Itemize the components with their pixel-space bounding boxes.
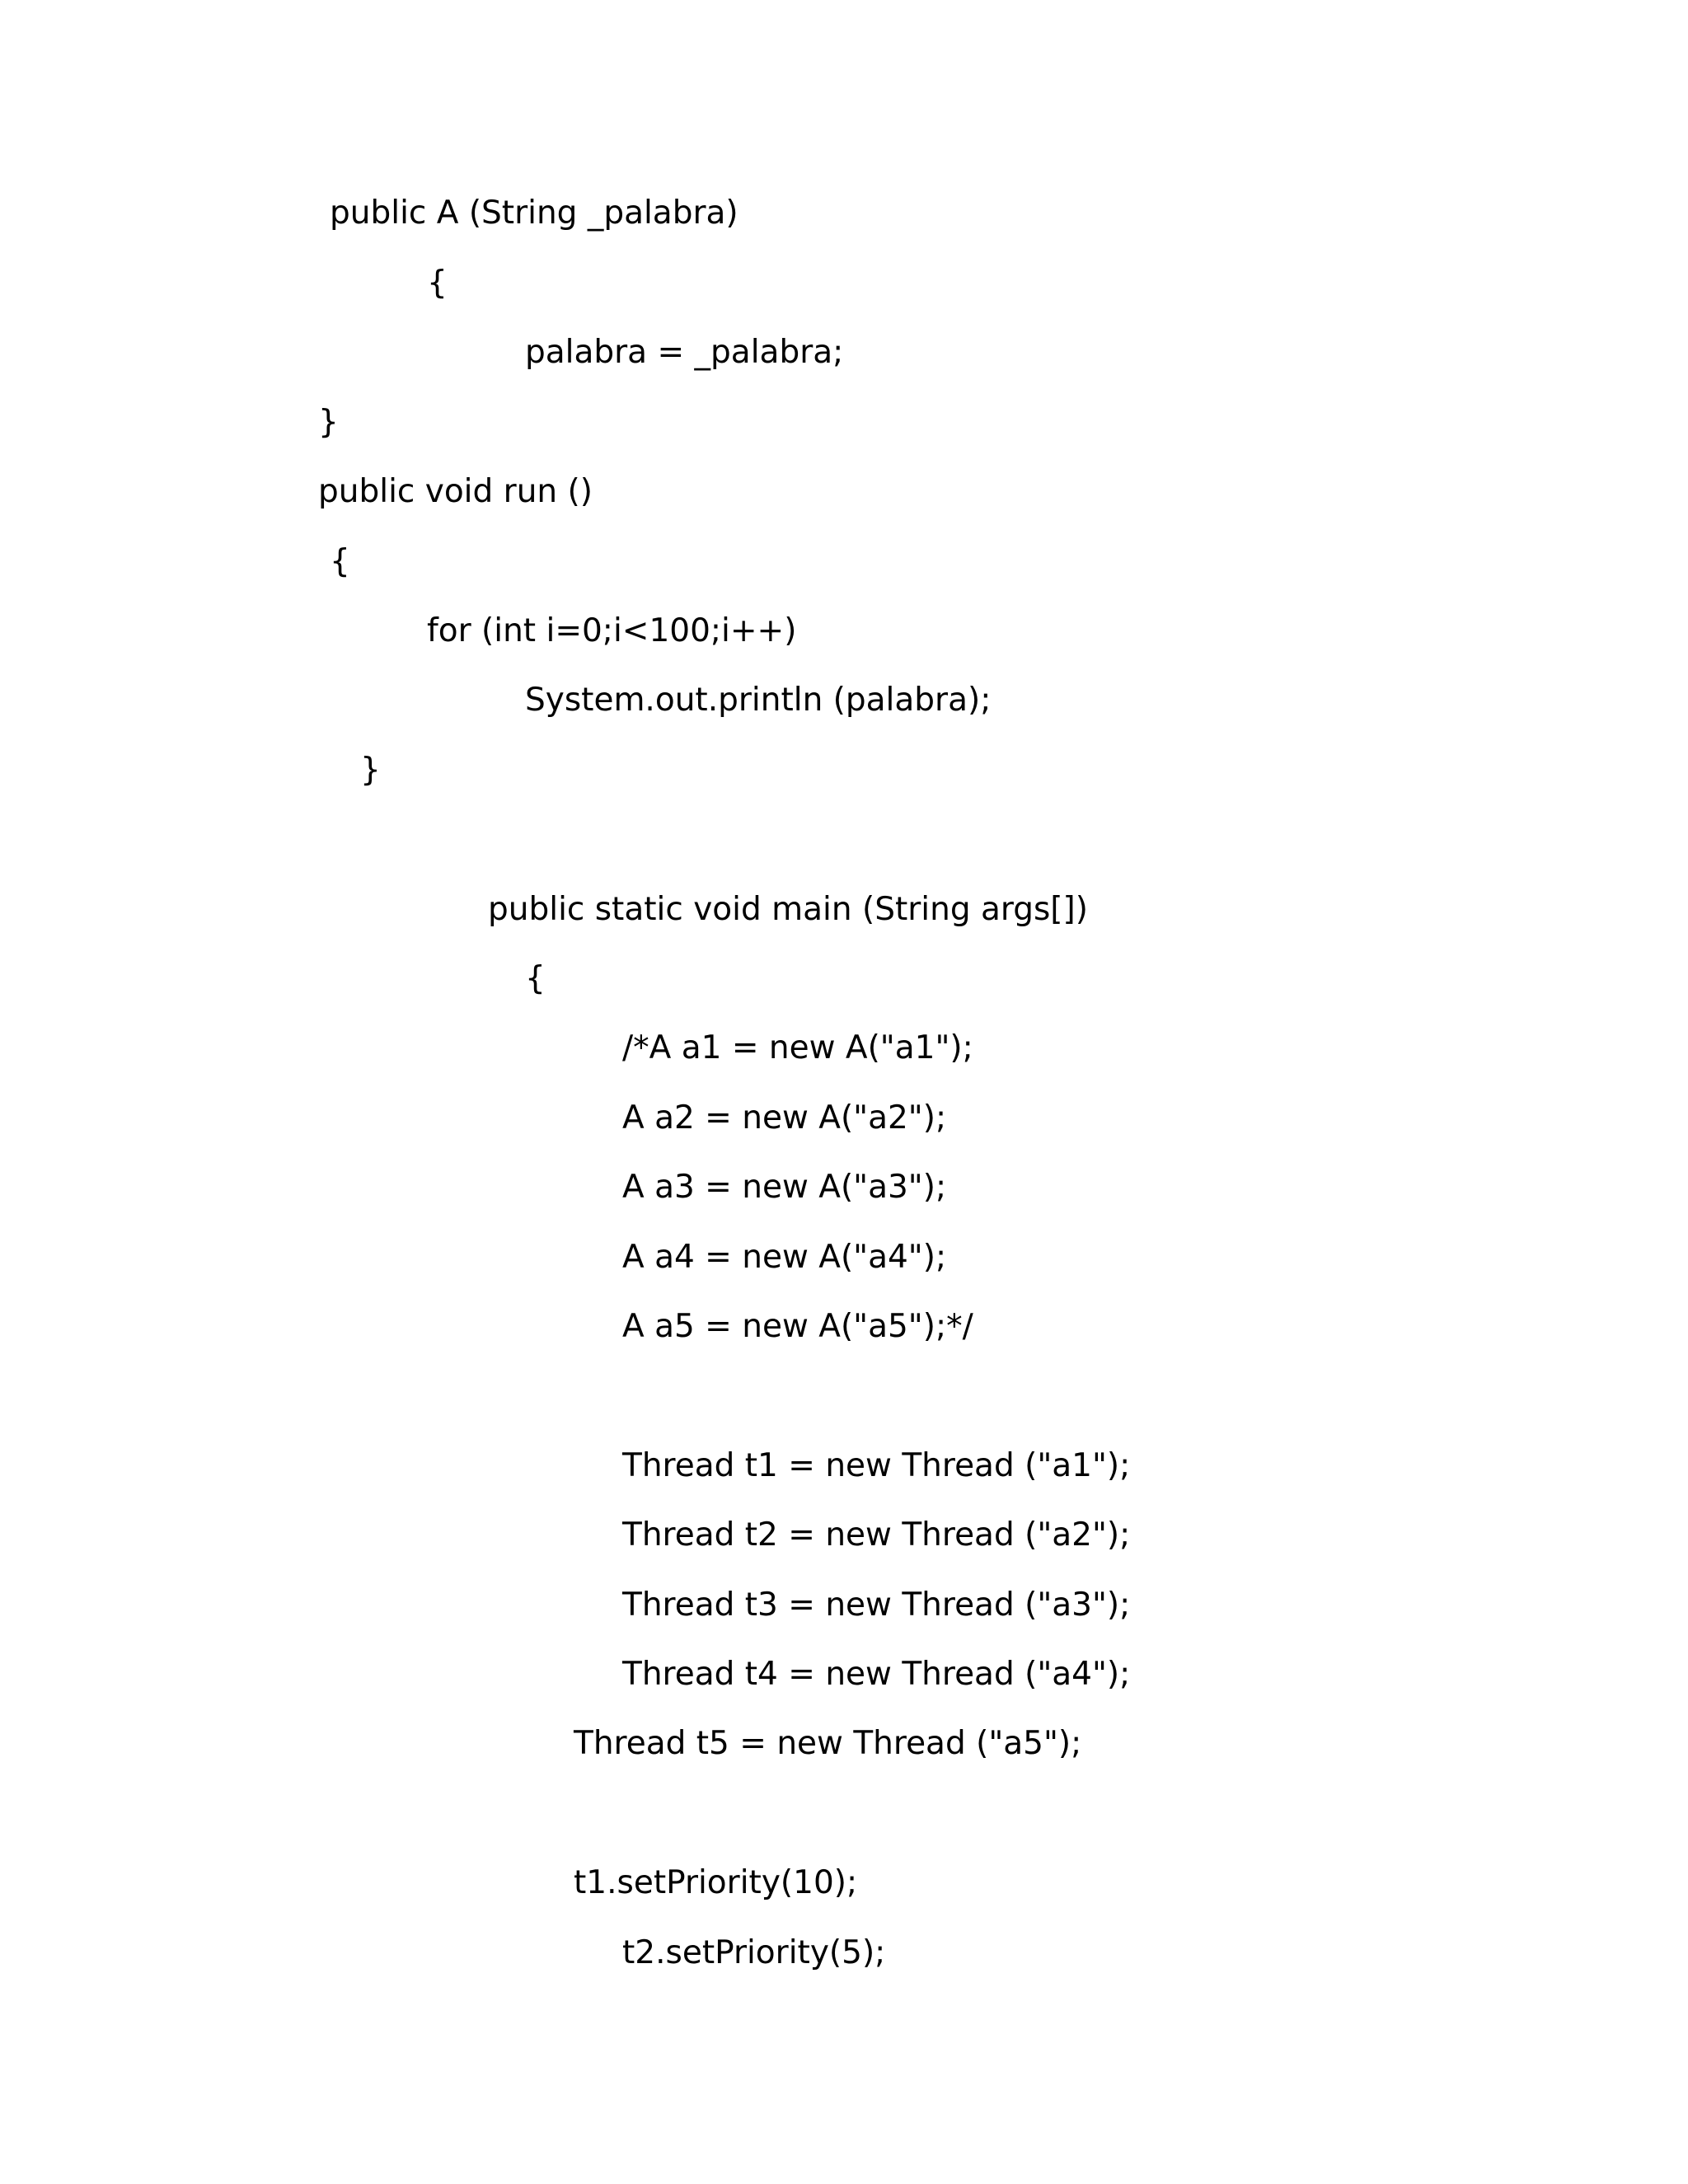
code-line-open-brace: { <box>525 960 546 997</box>
code-line-for-loop: for (int i=0;i<100;i++) <box>427 612 797 649</box>
code-line-open-brace: { <box>427 265 448 302</box>
code-line-set-priority-t1: t1.setPriority(10); <box>574 1864 858 1901</box>
code-line-run-signature: public void run () <box>318 473 593 510</box>
code-line-thread-t2: Thread t2 = new Thread ("a2"); <box>622 1516 1131 1554</box>
code-line-thread-t5: Thread t5 = new Thread ("a5"); <box>574 1725 1082 1762</box>
code-line-open-brace: { <box>330 543 350 580</box>
code-line-comment-a5: A a5 = new A("a5");*/ <box>622 1308 973 1345</box>
code-line-comment-a4: A a4 = new A("a4"); <box>622 1239 947 1276</box>
code-line-close-brace: } <box>318 404 339 441</box>
code-line-set-priority-t2: t2.setPriority(5); <box>622 1934 886 1971</box>
code-line-thread-t1: Thread t1 = new Thread ("a1"); <box>622 1447 1131 1484</box>
code-line-comment-a3: A a3 = new A("a3"); <box>622 1169 947 1206</box>
code-line-comment-a1: /*A a1 = new A("a1"); <box>622 1029 973 1066</box>
code-line-thread-t3: Thread t3 = new Thread ("a3"); <box>622 1586 1131 1624</box>
code-line-comment-a2: A a2 = new A("a2"); <box>622 1099 947 1137</box>
code-line-assignment: palabra = _palabra; <box>525 334 844 371</box>
code-line-close-brace: } <box>360 752 381 789</box>
code-line-main-signature: public static void main (String args[]) <box>488 891 1088 928</box>
code-line-println: System.out.println (palabra); <box>525 682 992 719</box>
code-line-constructor-signature: public A (String _palabra) <box>330 194 738 232</box>
code-line-thread-t4: Thread t4 = new Thread ("a4"); <box>622 1656 1131 1693</box>
